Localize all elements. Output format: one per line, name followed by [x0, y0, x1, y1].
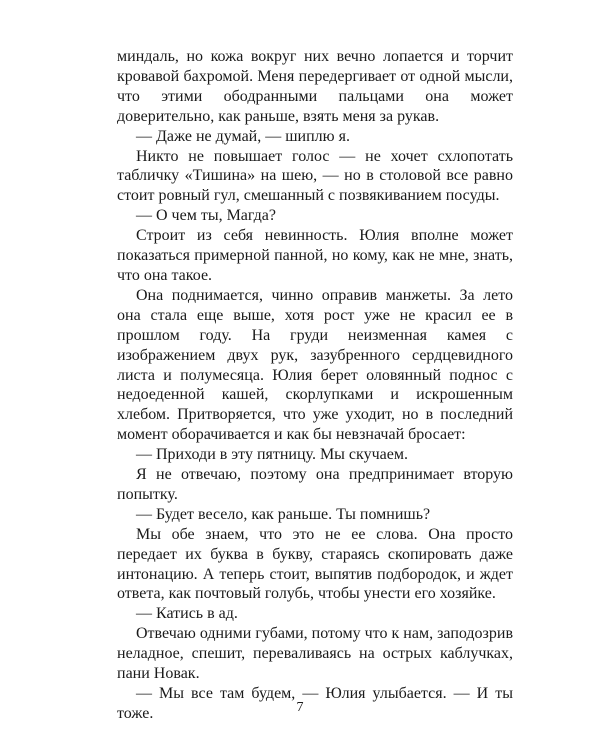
paragraph-2: — Даже не думай, — шиплю я. [136, 127, 350, 145]
page-number: 7 [296, 700, 304, 715]
paragraph-10: Мы обе знаем, что это не ее слова. Она просто передает их буква в букву, стараясь скопировать даже интонацию. А теперь стоит, выпятив подбородок, и ждет ответа, как почтовый голубь, чтобы унести его хозяйке. [117, 525, 513, 603]
paragraph-7: — Приходи в эту пятницу. Мы скучаем. [136, 446, 408, 464]
paragraph-3: Никто не повышает голос — не хочет схлопотать табличку «Тишина» на шею, — но в столовой все равно стоит ровный гул, смешанный с позвякиванием посуды. [117, 147, 513, 205]
page-text [117, 47, 513, 724]
paragraph-1: миндаль, но кожа вокруг них вечно лопается и торчит кровавой бахромой. Меня передергивает от одной мысли, что этими ободранными пальцами она может доверительно, как раньше, взять меня за рукав. [117, 48, 513, 125]
paragraph-5: Строит из себя невинность. Юлия вполне может показаться примерной панной, но кому, как не мне, знать, что она такое. [117, 227, 513, 284]
paragraph-4: — О чем ты, Магда? [136, 207, 277, 225]
paragraph-6: Она поднимается, чинно оправив манжеты. За лето она стала еще выше, хотя рост уже не красил ее в прошлом году. На груди неизменная камея с изображением двух рук, зазубренного сердцевидного листа и полумесяца. Юлия берет оловянный поднос с недоеденной кашей, скорлупками и искрошенным хлебом. Притворяется, что уже уходит, но в последний момент оборачивается и как бы невзначай бросает: [117, 286, 513, 444]
paragraph-12: Отвечаю одними губами, потому что к нам, заподозрив неладное, спешит, переваливаясь на острых каблучках, пани Новак. [117, 625, 513, 683]
paragraph-8: Я не отвечаю, поэтому она предпринимает вторую попытку. [117, 466, 513, 503]
paragraph-13: — Мы все там будем, — Юлия улыбается. — И ты тоже. [117, 685, 513, 722]
paragraph-11: — Катись в ад. [136, 605, 238, 623]
paragraph-9: — Будет весело, как раньше. Ты помнишь? [136, 505, 431, 523]
